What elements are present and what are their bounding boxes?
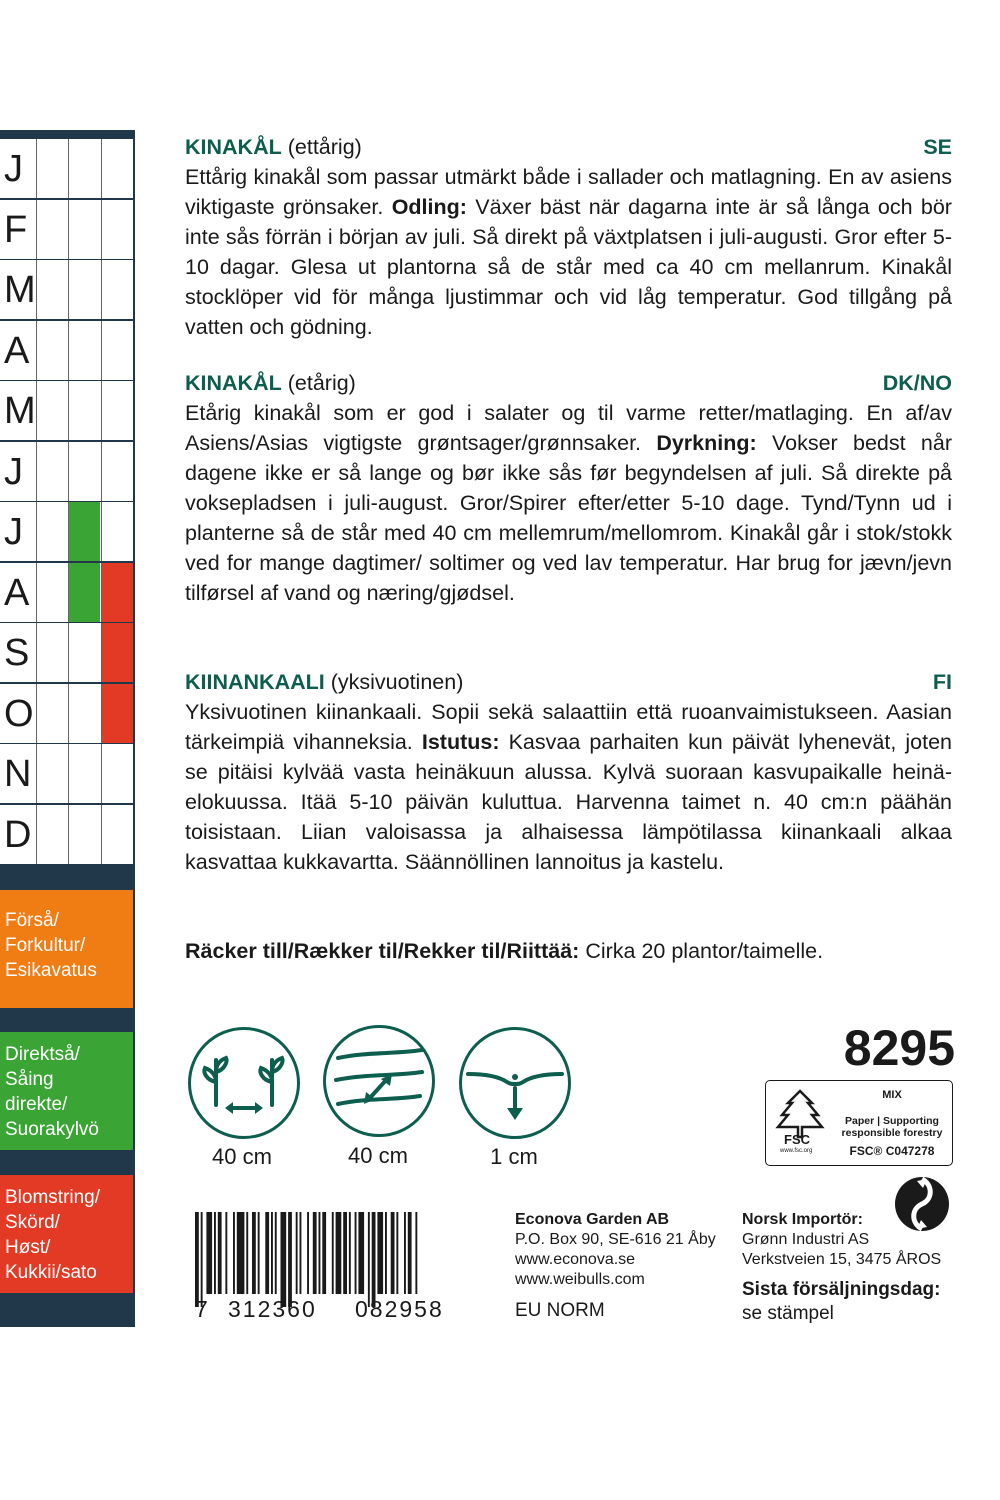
fsc-label	[765, 1080, 953, 1166]
row-spacing-icon	[323, 1025, 435, 1137]
calendar-month-letter: J	[4, 511, 23, 553]
importer-name: Grønn Industri AS	[742, 1231, 870, 1248]
calendar-month-letter: M	[4, 390, 36, 432]
calendar-cell-direct	[68, 744, 100, 803]
calendar-cell-harvest	[101, 623, 133, 682]
legend-harvest-line: Høst/	[5, 1237, 51, 1258]
barcode-bar	[319, 1212, 321, 1294]
barcode-bar	[214, 1212, 216, 1294]
calendar-cell-direct	[68, 200, 100, 259]
barcode-bar	[336, 1212, 342, 1294]
calendar-month-row	[0, 502, 133, 561]
barcode-bar	[195, 1212, 199, 1307]
barcode-bar	[322, 1212, 326, 1294]
barcode-bar	[343, 1212, 347, 1294]
calendar-month-row	[0, 321, 133, 380]
dk-intro: Etårig kinakål som er god i salater og til varme retter/matlaging. En af/av Asiens/Asias vigtigste grøntsager/grønnsaker.	[185, 401, 952, 455]
calendar-cell-harvest	[101, 321, 133, 380]
calendar-cell-direct	[68, 502, 100, 561]
se-intro: Ettårig kinakål som passar utmärkt både i sallader och matlagning. En av asiens viktigaste grönsaker.	[185, 165, 952, 219]
barcode-bar	[415, 1212, 417, 1294]
calendar-cell-harvest	[101, 442, 133, 501]
barcode-bar	[349, 1212, 351, 1294]
se-cultivation-label: Odling:	[391, 195, 467, 219]
calendar-cell-direct	[68, 623, 100, 682]
calendar-month-row	[0, 563, 133, 622]
barcode-bar	[358, 1212, 364, 1294]
barcode-bar	[377, 1212, 383, 1294]
calendar-cell-indoor	[36, 805, 68, 864]
se-description	[185, 162, 952, 342]
section-dk-no	[185, 368, 952, 608]
last-sale-label: Sista försäljningsdag:	[742, 1279, 941, 1300]
fi-description	[185, 697, 952, 877]
calendar-month-row	[0, 381, 133, 440]
barcode-bar	[281, 1212, 287, 1307]
calendar-cell-direct	[68, 260, 100, 319]
fi-title: KIINANKAALI	[185, 670, 325, 694]
legend-indoor-line: Forkultur/	[5, 935, 86, 956]
barcode-bar	[307, 1212, 309, 1294]
barcode-bar	[300, 1212, 302, 1294]
calendar-month-row	[0, 684, 133, 743]
dk-title: KINAKÅL	[185, 371, 282, 395]
calendar-cell-indoor	[36, 684, 68, 743]
calendar-month-row	[0, 260, 133, 319]
legend-indoor-line: Förså/	[5, 910, 59, 931]
barcode-bar	[218, 1212, 222, 1294]
dk-subtitle: (etårig)	[287, 371, 356, 395]
calendar-month-letter: O	[4, 692, 34, 735]
dk-cultivation-label: Dyrkning:	[656, 431, 757, 455]
calendar-month-letter: M	[4, 269, 36, 311]
barcode-bar	[271, 1212, 273, 1294]
legend-harvest-line: Skörd/	[5, 1212, 60, 1233]
legend-harvest-line: Blomstring/	[5, 1187, 101, 1208]
fsc-logo-text: FSC	[784, 1132, 810, 1147]
calendar-cell-indoor	[36, 139, 68, 198]
last-sale-value: se stämpel	[742, 1303, 834, 1324]
dk-cultivation-text: Vokser bedst når dagene ikke er så lange og bør ikke sås før begyndelsen af juli. Så direkte på voksepladsen i juli-august. Gror/Spirer efter/etter 5-10 dage. Tynd/Tynn ud i planterne så de står med 40 cm mellemrum/mellomrom. Kinakål går i stok/stokk ved for mange dagtimer/ soltimer og ved lav temperatur. Har brug for jævn/jevn tilførsel af vand og næring/gjødsel.	[185, 431, 952, 605]
barcode-bar	[313, 1212, 317, 1294]
calendar-cell-direct	[68, 381, 100, 440]
company-web: www.econova.se	[515, 1251, 636, 1268]
barcode-bar	[385, 1212, 387, 1294]
calendar-cell-indoor	[36, 563, 68, 622]
fi-cultivation-label: Istutus:	[421, 730, 500, 754]
calendar-cell-harvest	[101, 684, 133, 743]
company-web: www.weibulls.com	[515, 1271, 645, 1288]
barcode-digits-right: 082958	[355, 1296, 444, 1322]
calendar-cell-harvest	[101, 805, 133, 864]
section-se-heading	[185, 132, 952, 162]
calendar-month-letter: J	[4, 148, 23, 190]
legend-direct-line: Såing	[5, 1069, 54, 1090]
barcode-bar	[225, 1212, 227, 1294]
calendar-month-row	[0, 744, 133, 803]
calendar-month-letter: A	[4, 571, 30, 614]
calendar-cell-indoor	[36, 502, 68, 561]
calendar-cell-indoor	[36, 381, 68, 440]
calendar-cell-harvest	[101, 563, 133, 622]
section-fi-heading	[185, 667, 952, 697]
calendar-cell-indoor	[36, 321, 68, 380]
fi-language-code: FI	[932, 670, 952, 694]
barcode-bar	[404, 1212, 406, 1294]
calendar-cell-direct	[68, 321, 100, 380]
calendar-cell-direct	[68, 805, 100, 864]
se-cultivation-text: Växer bäst när dagarna inte är så långa och bör inte sås förrän i början av juli. Så direkt på växtplatsen i juli-augusti. Gror efter 5-10 dagar. Glesa ut plantorna så de står med ca 40 cm mellanrum. Kinakål stocklöper vid för många ljustimmar och vid låg temperatur. God tillgång på vatten och gödning.	[185, 195, 952, 339]
calendar-month-letter: S	[4, 632, 30, 674]
company-info	[515, 1210, 716, 1290]
calendar-month-row	[0, 805, 133, 864]
calendar-cell-direct	[68, 139, 100, 198]
calendar-cell-harvest	[101, 381, 133, 440]
row-spacing-label: 40 cm	[348, 1143, 408, 1168]
fsc-claim-line: Paper | Supporting	[845, 1115, 939, 1127]
se-language-code: SE	[923, 135, 952, 159]
last-sale-info	[742, 1278, 940, 1326]
plant-spacing-label: 40 cm	[212, 1144, 272, 1169]
barcode-bar	[246, 1212, 248, 1294]
fi-cultivation-text: Kasvaa parhaiten kun päivät lyhenevät, joten se pitäisi kylvää vasta heinäkuun alussa. Kylvä suoraan kasvupaikalle heinä-elokuussa. Itää 5-10 päivän kuluttua. Harvenna taimet n. 40 cm:n päähän toisistaan. Liian valoisassa ja alhaisessa lämpötilassa kiinankaali alkaa kasvattaa kukkavartta. Säännöllinen lannoitus ja kastelu.	[185, 730, 952, 874]
sowing-depth-label: 1 cm	[490, 1144, 538, 1169]
calendar-month-letter: D	[4, 813, 32, 856]
calendar-cell-harvest	[101, 744, 133, 803]
barcode-bar	[408, 1212, 412, 1294]
barcode-bar	[275, 1212, 277, 1294]
barcode-bar	[396, 1212, 398, 1294]
fsc-claim-line: responsible forestry	[841, 1127, 943, 1139]
sowing-depth-icon	[459, 1027, 571, 1139]
legend-indoor-sowing	[0, 890, 133, 1008]
se-subtitle: (ettårig)	[287, 135, 362, 159]
dk-description	[185, 398, 952, 608]
fi-subtitle: (yksivuotinen)	[330, 670, 464, 694]
fi-intro: Yksivuotinen kiinankaali. Sopii sekä salaattiin että ruoanvaimistukseen. Aasian tärkeimpiä vihanneksia.	[185, 700, 952, 754]
barcode-bar	[296, 1212, 298, 1294]
fsc-mix: MIX	[882, 1089, 902, 1101]
se-title: KINAKÅL	[185, 135, 282, 159]
barcode-bar	[391, 1212, 395, 1294]
fsc-url: www.fsc.org	[780, 1148, 813, 1154]
barcode-bar	[372, 1212, 376, 1307]
fsc-code: FSC® C047278	[849, 1144, 935, 1158]
company-name: Econova Garden AB	[515, 1211, 670, 1228]
article-number: 8295	[843, 1020, 955, 1076]
dk-language-code: DK/NO	[882, 371, 952, 395]
legend-direct-sowing	[0, 1032, 133, 1150]
yield-label: Räcker till/Rækker til/Rekker til/Riittää:	[185, 939, 580, 963]
barcode-bar	[288, 1212, 292, 1307]
barcode-bar	[332, 1212, 334, 1294]
barcode-bar	[233, 1212, 235, 1294]
importer-info	[742, 1210, 941, 1270]
legend-harvest	[0, 1175, 133, 1293]
legend-direct-line: Direktså/	[5, 1044, 80, 1065]
calendar-month-row	[0, 200, 133, 259]
barcode-bar	[237, 1212, 245, 1294]
fsc-claim	[836, 1115, 948, 1139]
calendar-month-letter: F	[4, 208, 28, 251]
calendar-cell-harvest	[101, 139, 133, 198]
section-fi	[185, 667, 952, 877]
calendar-cell-indoor	[36, 442, 68, 501]
section-dk-heading	[185, 368, 952, 398]
plant-spacing-icon	[188, 1027, 300, 1139]
calendar-cell-harvest	[101, 502, 133, 561]
barcode-digit-prefix: 7	[195, 1296, 208, 1322]
legend-direct-line: direkte/	[5, 1094, 68, 1115]
barcode-digits-left: 312360	[228, 1296, 317, 1322]
barcode-bar	[355, 1212, 357, 1294]
yield-value: Cirka 20 plantor/taimelle.	[585, 939, 824, 963]
calendar-month-letter: N	[4, 753, 32, 795]
yield-line	[185, 936, 952, 966]
barcode-bar	[258, 1212, 260, 1294]
importer-label: Norsk Importör:	[742, 1211, 863, 1228]
barcode-bar	[265, 1212, 269, 1294]
barcode-bar	[206, 1212, 212, 1294]
legend-indoor-line: Esikavatus	[5, 960, 97, 981]
company-address: P.O. Box 90, SE-616 21 Åby	[515, 1231, 716, 1248]
section-se	[185, 132, 952, 342]
legend-direct-line: Suorakylvö	[5, 1119, 99, 1140]
calendar-cell-direct	[68, 684, 100, 743]
calendar-month-row	[0, 623, 133, 682]
calendar-cell-direct	[68, 563, 100, 622]
calendar-cell-direct	[68, 442, 100, 501]
importer-address: Verkstveien 15, 3475 ÅROS	[742, 1251, 942, 1268]
calendar-month-letter: J	[4, 450, 23, 493]
eu-norm: EU NORM	[515, 1300, 605, 1321]
calendar-cell-indoor	[36, 200, 68, 259]
calendar-month-row	[0, 139, 133, 198]
calendar-month-row	[0, 442, 133, 501]
barcode-bar	[201, 1212, 203, 1307]
calendar-cell-harvest	[101, 260, 133, 319]
legend-harvest-line: Kukkii/sato	[5, 1262, 97, 1283]
barcode-bar	[368, 1212, 370, 1307]
calendar-cell-indoor	[36, 744, 68, 803]
barcode-bar	[252, 1212, 256, 1294]
calendar-cell-indoor	[36, 260, 68, 319]
barcode	[195, 1212, 475, 1307]
calendar-cell-indoor	[36, 623, 68, 682]
calendar-cell-harvest	[101, 200, 133, 259]
calendar-month-letter: A	[4, 329, 30, 372]
